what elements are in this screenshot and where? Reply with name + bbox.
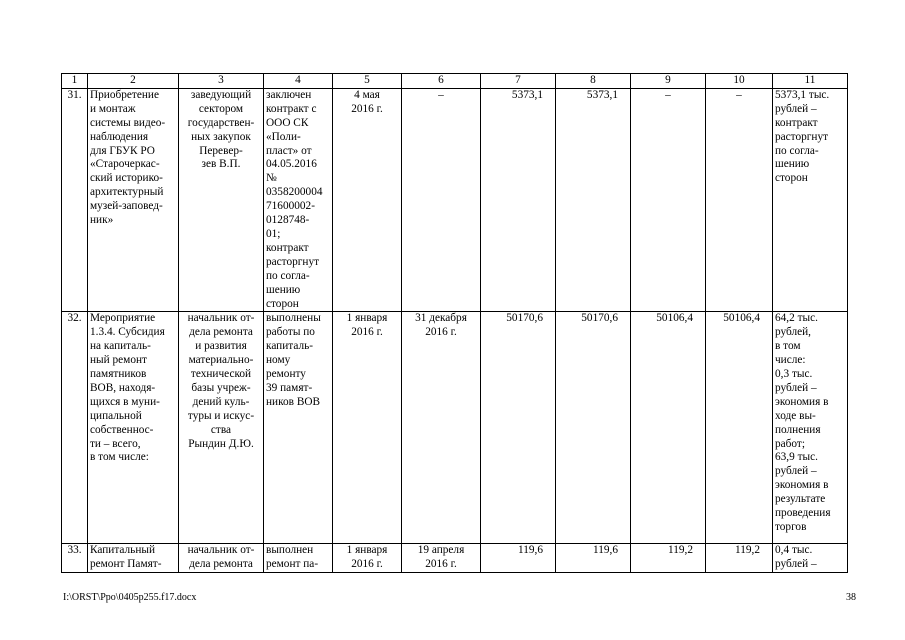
value-col7: 5373,1: [481, 88, 556, 312]
plan-table: [61, 73, 848, 573]
responsible: начальник от- дела ремонта: [179, 544, 264, 573]
value-col7: 119,6: [481, 544, 556, 573]
responsible: заведующий сектором государствен- ных закупок Перевер- зев В.П.: [179, 88, 264, 312]
expected-result: заключен контракт с ООО СК «Поли- пласт» от 04.05.2016 № 0358200004 71600002- 0128748- 01; контракт расторгнут по согла- шению сторон: [264, 88, 333, 312]
value-col9: 50106,4: [631, 312, 706, 544]
value-col10: 119,2: [706, 544, 773, 573]
table-header-row: [62, 74, 848, 89]
col-header: 5: [333, 74, 402, 89]
col-header: 8: [556, 74, 631, 89]
responsible: начальник от- дела ремонта и развития материально- технической базы учреж- дений куль- туры и искус- ства Рындин Д.Ю.: [179, 312, 264, 544]
value-col7: 50170,6: [481, 312, 556, 544]
footer-file-path: I:\ORST\Ppo\0405p255.f17.docx: [63, 592, 197, 603]
table-row: [62, 312, 848, 544]
page-number: 38: [846, 592, 856, 603]
note: 0,4 тыс. рублей –: [773, 544, 848, 573]
value-col8: 119,6: [556, 544, 631, 573]
col-header: 7: [481, 74, 556, 89]
end-date: 19 апреля 2016 г.: [402, 544, 481, 573]
expected-result: выполнены работы по капиталь- ному ремонту 39 памят- ников ВОВ: [264, 312, 333, 544]
col-header: 1: [62, 74, 88, 89]
col-header: 11: [773, 74, 848, 89]
row-number: 32.: [62, 312, 88, 544]
col-header: 2: [88, 74, 179, 89]
row-number: 31.: [62, 88, 88, 312]
activity-name: Мероприятие 1.3.4. Субсидия на капиталь- ный ремонт памятников ВОВ, находя- щихся в муни- ципальной собственнос- ти – всего, в том числе:: [88, 312, 179, 544]
end-date: 31 декабря 2016 г.: [402, 312, 481, 544]
note: 64,2 тыс. рублей, в том числе: 0,3 тыс. рублей – экономия в ходе вы- полнения работ; 63,9 тыс. рублей – экономия в результате проведения торгов: [773, 312, 848, 544]
value-col8: 50170,6: [556, 312, 631, 544]
activity-name: Капитальный ремонт Памят-: [88, 544, 179, 573]
col-header: 4: [264, 74, 333, 89]
note: 5373,1 тыс. рублей – контракт расторгнут по согла- шению сторон: [773, 88, 848, 312]
end-date: –: [402, 88, 481, 312]
col-header: 9: [631, 74, 706, 89]
value-col10: 50106,4: [706, 312, 773, 544]
table-row: [62, 88, 848, 312]
row-number: 33.: [62, 544, 88, 573]
value-col9: –: [631, 88, 706, 312]
col-header: 3: [179, 74, 264, 89]
start-date: 1 января 2016 г.: [333, 312, 402, 544]
start-date: 1 января 2016 г.: [333, 544, 402, 573]
col-header: 10: [706, 74, 773, 89]
table-row: [62, 544, 848, 573]
value-col10: –: [706, 88, 773, 312]
col-header: 6: [402, 74, 481, 89]
expected-result: выполнен ремонт па-: [264, 544, 333, 573]
start-date: 4 мая 2016 г.: [333, 88, 402, 312]
value-col8: 5373,1: [556, 88, 631, 312]
value-col9: 119,2: [631, 544, 706, 573]
activity-name: Приобретение и монтаж системы видео- наблюдения для ГБУК РО «Старочеркас- ский историко- архитектурный музей-заповед- ник»: [88, 88, 179, 312]
